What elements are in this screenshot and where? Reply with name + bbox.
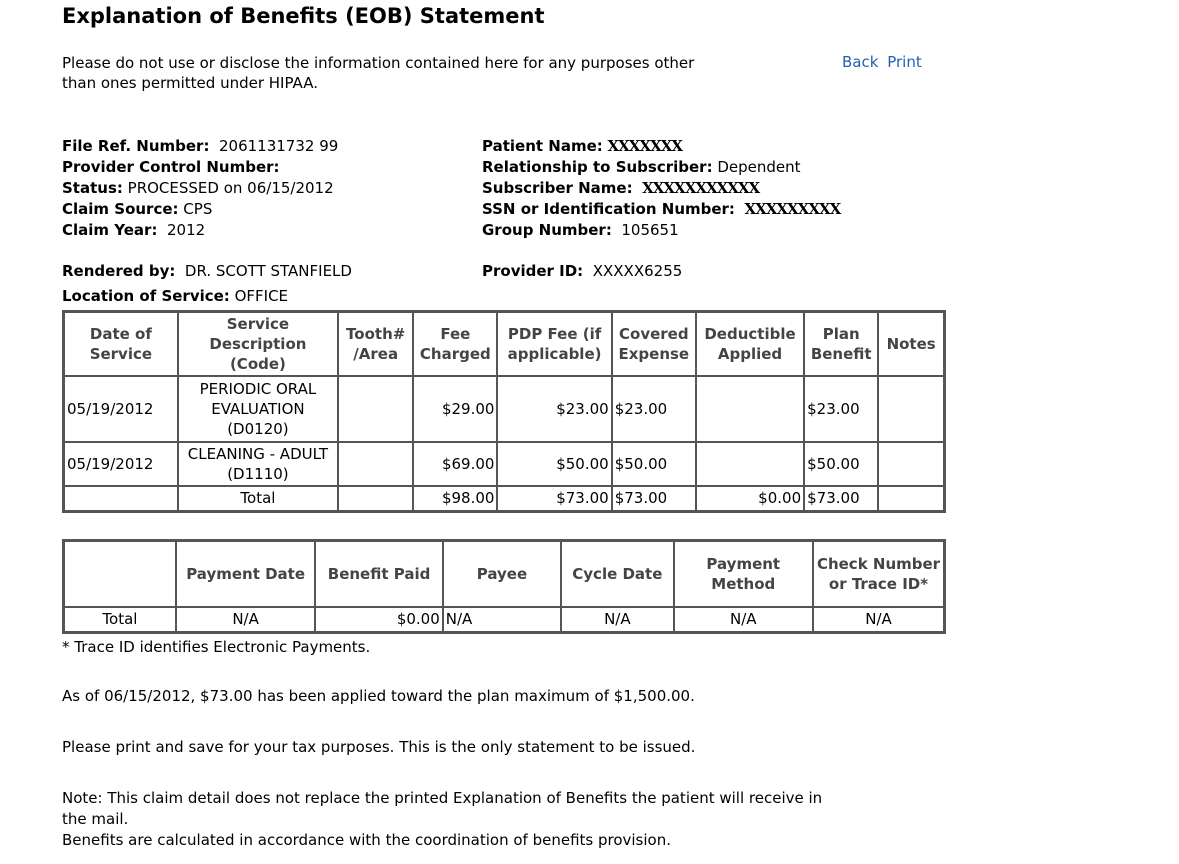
header-payee: Payee — [443, 541, 561, 607]
page-links — [842, 53, 926, 71]
claim-year-value: 2012 — [167, 221, 206, 239]
header-fee-charged: Fee Charged — [413, 312, 497, 376]
claim-detail-note-line1: Note: This claim detail does not replace the printed Explanation of Benefits the patient will receive in — [62, 789, 823, 807]
ssn-value: XXXXXXXXX — [744, 200, 841, 218]
claim-detail-note-line2: the mail. — [62, 810, 129, 828]
table-row — [64, 376, 945, 442]
cell-description: PERIODIC ORAL EVALUATION (D0120) — [178, 376, 338, 442]
patient-info — [482, 136, 840, 241]
total-benefit: $73.00 — [804, 486, 878, 512]
relationship-value: Dependent — [717, 158, 801, 176]
payment-total-row — [64, 607, 945, 633]
header-pdp-fee: PDP Fee (if applicable) — [497, 312, 611, 376]
cell-fee: $69.00 — [413, 442, 497, 486]
rendered-by-value: DR. SCOTT STANFIELD — [184, 262, 352, 280]
header-date-of-service: Date of Service — [64, 312, 178, 376]
status-label: Status: — [62, 179, 123, 197]
total-covered: $73.00 — [612, 486, 696, 512]
header-deductible-applied: Deductible Applied — [696, 312, 804, 376]
header-service-description: Service Description (Code) — [178, 312, 338, 376]
rendered-by-row — [62, 261, 352, 282]
back-link[interactable]: Back — [842, 53, 879, 71]
subscriber-name-value: XXXXXXXXXXX — [642, 179, 760, 197]
coordination-note: Benefits are calculated in accordance with the coordination of benefits provision. — [62, 831, 671, 849]
status-value: PROCESSED on 06/15/2012 — [127, 179, 334, 197]
cell-benefit: $50.00 — [804, 442, 878, 486]
cell-covered: $50.00 — [612, 442, 696, 486]
cell-deductible — [696, 376, 804, 442]
relationship-label: Relationship to Subscriber: — [482, 158, 713, 176]
cell-benefit: $23.00 — [804, 376, 878, 442]
cycle-date-value: N/A — [561, 607, 673, 633]
cell-fee: $29.00 — [413, 376, 497, 442]
location-row — [62, 286, 288, 307]
payment-table — [62, 539, 946, 634]
print-link[interactable]: Print — [887, 53, 922, 71]
provider-control-label: Provider Control Number: — [62, 158, 280, 176]
cell-tooth — [338, 376, 413, 442]
group-number-label: Group Number: — [482, 221, 612, 239]
header-notes: Notes — [878, 312, 944, 376]
location-label: Location of Service: — [62, 287, 230, 305]
cell-covered: $23.00 — [612, 376, 696, 442]
payment-date-value: N/A — [176, 607, 315, 633]
header-covered-expense: Covered Expense — [612, 312, 696, 376]
claim-year-label: Claim Year: — [62, 221, 158, 239]
header-payment-method: Payment Method — [674, 541, 813, 607]
claim-source-value: CPS — [183, 200, 213, 218]
ssn-label: SSN or Identification Number: — [482, 200, 735, 218]
header-plan-benefit: Plan Benefit — [804, 312, 878, 376]
cell-tooth — [338, 442, 413, 486]
payment-total-label: Total — [64, 607, 176, 633]
total-deductible: $0.00 — [696, 486, 804, 512]
claim-source-label: Claim Source: — [62, 200, 179, 218]
location-value: OFFICE — [234, 287, 289, 305]
header-payment-date: Payment Date — [176, 541, 315, 607]
cell-notes — [878, 442, 944, 486]
group-number-value: 105651 — [621, 221, 679, 239]
total-pdp: $73.00 — [497, 486, 611, 512]
file-ref-label: File Ref. Number: — [62, 137, 210, 155]
provider-id-label: Provider ID: — [482, 262, 584, 280]
benefit-paid-value: $0.00 — [315, 607, 442, 633]
rendered-by-label: Rendered by: — [62, 262, 176, 280]
provider-id-value: XXXXX6255 — [592, 262, 683, 280]
applied-note: As of 06/15/2012, $73.00 has been applied toward the plan maximum of $1,500.00. — [62, 687, 695, 705]
cell-notes — [878, 376, 944, 442]
payment-method-value: N/A — [674, 607, 813, 633]
page-title: Explanation of Benefits (EOB) Statement — [62, 4, 545, 28]
cell-pdp: $50.00 — [497, 442, 611, 486]
trace-id-value: N/A — [813, 607, 945, 633]
hipaa-disclaimer: Please do not use or disclose the information contained here for any purposes other than ones permitted under HIPAA. — [62, 54, 695, 92]
header-blank — [64, 541, 176, 607]
header-check-trace: Check Number or Trace ID* — [813, 541, 945, 607]
total-fee: $98.00 — [413, 486, 497, 512]
cell-deductible — [696, 442, 804, 486]
header-cycle-date: Cycle Date — [561, 541, 673, 607]
cell-pdp: $23.00 — [497, 376, 611, 442]
total-label: Total — [178, 486, 338, 512]
cell-description: CLEANING - ADULT (D1110) — [178, 442, 338, 486]
payment-header-row — [64, 541, 945, 607]
tax-note: Please print and save for your tax purposes. This is the only statement to be issued. — [62, 738, 696, 756]
subscriber-name-label: Subscriber Name: — [482, 179, 633, 197]
services-header-row — [64, 312, 945, 376]
patient-name-label: Patient Name: — [482, 137, 603, 155]
cell-empty — [64, 486, 178, 512]
header-benefit-paid: Benefit Paid — [315, 541, 442, 607]
cell-empty — [338, 486, 413, 512]
header-tooth-area: Tooth# /Area — [338, 312, 413, 376]
claim-info — [62, 136, 338, 241]
file-ref-value: 2061131732 99 — [219, 137, 339, 155]
cell-empty — [878, 486, 944, 512]
payee-value: N/A — [443, 607, 561, 633]
services-table — [62, 310, 946, 513]
table-row — [64, 442, 945, 486]
provider-id-row — [482, 261, 682, 282]
patient-name-value: XXXXXXX — [607, 137, 682, 155]
services-total-row — [64, 486, 945, 512]
trace-footnote: * Trace ID identifies Electronic Payments. — [62, 638, 371, 656]
cell-date: 05/19/2012 — [64, 376, 178, 442]
cell-date: 05/19/2012 — [64, 442, 178, 486]
